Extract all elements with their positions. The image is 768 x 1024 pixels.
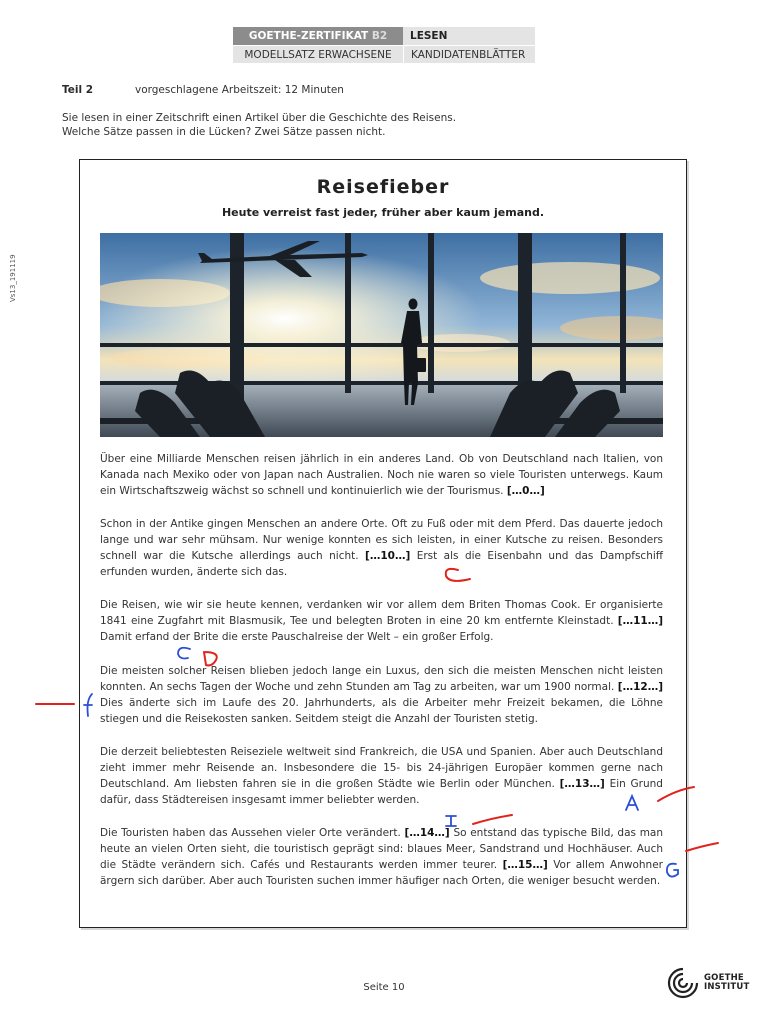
article-paragraph-3 xyxy=(100,597,663,645)
paragraph-text: Die Touristen haben das Aussehen vieler Orte verändert. xyxy=(100,827,401,839)
airport-traveler-photo xyxy=(100,233,663,437)
logo-text xyxy=(704,974,749,992)
instruction-line-1: Sie lesen in einer Zeitschrift einen Artikel über die Geschichte des Reisens. xyxy=(62,112,457,124)
gap-11: […11…] xyxy=(617,615,664,627)
gap-0: […0…] xyxy=(506,485,545,497)
article-paragraph-4 xyxy=(100,663,663,727)
article-paragraph-6 xyxy=(100,825,663,889)
article-paragraph-2 xyxy=(100,516,663,580)
paragraph-text-after: Damit erfand der Brite die erste Pauschalreise der Welt – ein großer Erfolg. xyxy=(100,631,494,643)
time-label: vorgeschlagene Arbeitszeit: 12 Minuten xyxy=(135,84,344,96)
logo-line-2: INSTITUT xyxy=(704,982,750,992)
goethe-logo xyxy=(666,966,752,1002)
exam-header xyxy=(233,27,535,64)
paragraph-text: Die Reisen, wie wir sie heute kennen, verdanken wir vor allem dem Briten Thomas Cook. Er organisierte 1841 eine Zugfahrt mit Blasmusik, Tee und belegten Broten in eine 20 km entfernte Kleinstadt. xyxy=(100,599,663,627)
article-subtitle: Heute verreist fast jeder, früher aber kaum jemand. xyxy=(221,206,545,219)
logo-line-1: GOETHE xyxy=(704,973,744,983)
article-paragraph-5 xyxy=(100,744,663,808)
part-label: Teil 2 xyxy=(62,84,94,96)
cert-level: B2 xyxy=(371,30,388,42)
page-number: Seite 10 xyxy=(363,982,405,993)
paragraph-text: Über eine Milliarde Menschen reisen jährlich in ein anderes Land. Ob von Deutschland nach Italien, von Kanada nach Mexiko oder von Japan nach Australien. Noch nie waren so viele Touristen unterwegs. Kaum ein Wirtschaftszweig wächst so schnell und kontinuierlich wie der Tourismus. xyxy=(100,453,663,497)
paragraph-text-after: Ein Grund dafür, dass Städtereisen insgesamt immer beliebter werden. xyxy=(100,778,663,806)
set-label: MODELLSATZ ERWACHSENE xyxy=(233,45,403,63)
paragraph-text-after-2: Vor allem Anwohner ärgern sich darüber. Aber auch Touristen suchen immer häufiger nach Orten, die weniger besucht werden. xyxy=(100,859,663,887)
paragraph-text-after: So entstand das typische Bild, das man heute an vielen Orten sieht, die touristisch geprägt sind: blaues Meer, Sandstrand und Hochhäuser. Auch die Städte verändern sich. Cafés und Restaurants werden immer teurer. xyxy=(100,827,664,871)
instruction-line-2: Welche Sätze passen in die Lücken? Zwei Sätze passen nicht. xyxy=(62,126,386,138)
task-instructions xyxy=(62,111,456,139)
paragraph-text: Schon in der Antike gingen Menschen an andere Orte. Oft zu Fuß oder mit dem Pferd. Das dauerte jedoch lange und war sehr mühsam. Nur wenige konnten es sich leisten, in einer Kutsche zu reisen. Besonders schnell war die Kutsche allerdings auch nicht. xyxy=(100,518,663,562)
article-box xyxy=(79,159,687,928)
paragraph-text: Die derzeit beliebtesten Reiseziele weltweit sind Frankreich, die USA und Spanien. Aber auch Deutschland zieht immer mehr Reisende an. Insbesondere die 15- bis 24-jährigen Europäer kommen gerne nach Deutschland. Am liebsten fahren sie in die großen Städte wie Berlin oder München. xyxy=(100,746,663,790)
gap-13: […13…] xyxy=(559,778,605,790)
paragraph-text-after: Dies änderte sich im Laufe des 20. Jahrhunderts, als die Arbeiter mehr Freizeit bekamen, die Löhne stiegen und die Reisekosten sanken. Seitdem steigt die Anzahl der Touristen stetig. xyxy=(100,697,663,725)
gap-14: […14…] xyxy=(404,827,450,839)
red-dash-g xyxy=(686,843,718,851)
goethe-logo-icon xyxy=(666,966,700,1000)
module-label: LESEN xyxy=(403,27,535,45)
gap-12: […12…] xyxy=(617,681,664,693)
side-code: Vs13_191119 xyxy=(9,254,17,302)
sheet-label: KANDIDATENBLÄTTER xyxy=(403,45,535,63)
cert-title: GOETHE-ZERTIFIKAT B2 xyxy=(233,27,403,45)
article-title: Reisefieber xyxy=(316,176,450,198)
paragraph-text: Die meisten solcher Reisen blieben jedoch lange ein Luxus, den sich die meisten Menschen nicht leisten konnten. An sechs Tagen der Woche und zehn Stunden am Tag zu arbeiten, war um 1900 normal. xyxy=(100,665,663,693)
article-paragraph-1 xyxy=(100,451,663,499)
gap-10: […10…] xyxy=(365,550,411,562)
gap-15: […15…] xyxy=(502,859,548,871)
paragraph-text-after: Erst als die Eisenbahn und das Dampfschiff erfunden wurden, änderte sich das. xyxy=(100,550,664,578)
